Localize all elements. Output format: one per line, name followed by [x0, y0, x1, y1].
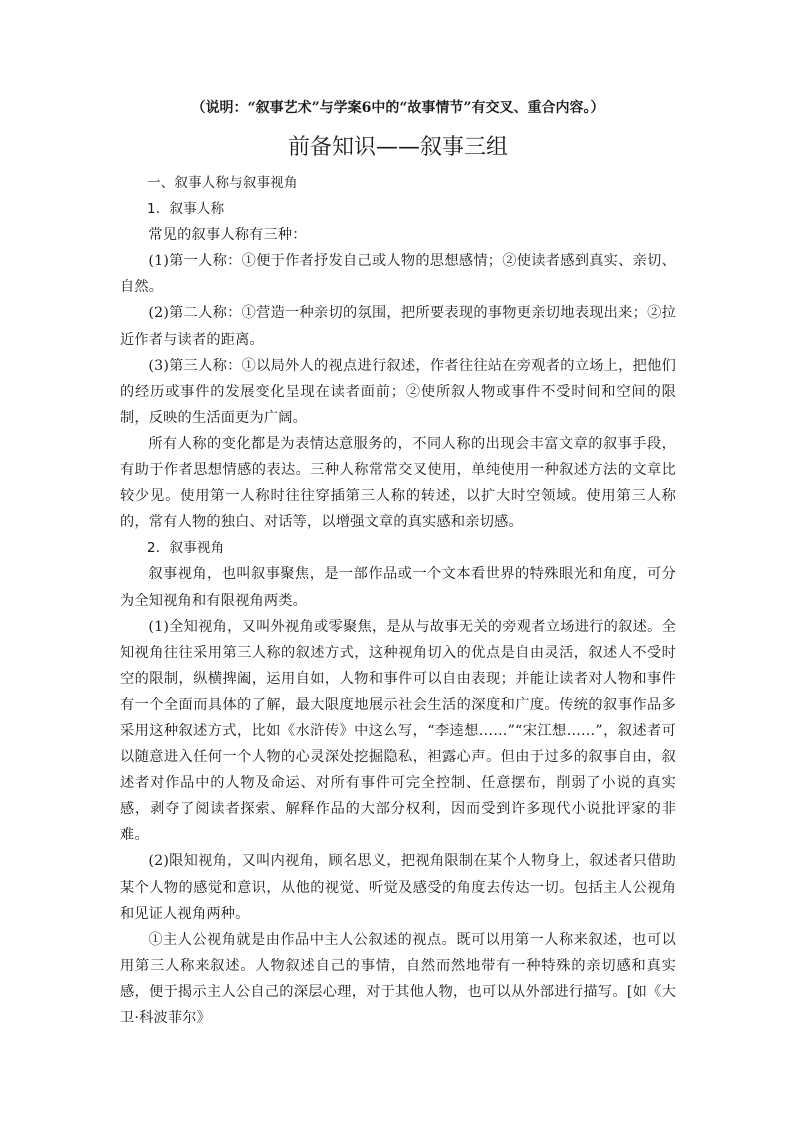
paragraph-person-summary: 所有人称的变化都是为表情达意服务的，不同人称的出现会丰富文章的叙事手段，有助于作者思想情感的表达。三种人称常常交叉使用，单纯使用一种叙述方法的文章比较少见。使用第一人称时往往穿插第三人称的转述，以扩大时空领域。使用第三人称的，常有人物的独白、对话等，以增强文章的真实感和亲切感。 — [120, 435, 676, 531]
paragraph-limited-perspective: (2)限知视角，又叫内视角，顾名思义，把视角限制在某个人物身上，叙述者只借助某个人物的感觉和意识，从他的视觉、听觉及感受的角度去传达一切。包括主人公视角和见证人视角两种。 — [120, 853, 676, 922]
subheading-narrative-perspective: 2．叙事视角 — [147, 540, 225, 557]
paragraph-protagonist-perspective: ①主人公视角就是由作品中主人公叙述的视点。既可以用第一人称来叙述，也可以用第三人称来叙述。人物叙述自己的事情，自然而然地带有一种特殊的亲切感和真实感，便于揭示主人公自己的深层心理，对于其他人物，也可以从外部进行描写。[如《大卫·科波菲尔》 — [120, 931, 676, 1026]
document-page — [120, 96, 676, 1031]
paragraph-intro: 常见的叙事人称有三种： — [148, 227, 307, 244]
subheading-narrative-person: 1．叙事人称 — [147, 201, 225, 218]
page-title: 前备知识——叙事三组 — [287, 135, 508, 160]
paragraph-perspective-definition: 叙事视角，也叫叙事聚焦，是一部作品或一个文本看世界的特殊眼光和角度，可分为全知视角和有限视角两类。 — [120, 566, 676, 609]
paragraph-first-person: (1)第一人称：①便于作者抒发自己或人物的思想感情；②使读者感到真实、亲切、自然。 — [120, 253, 676, 296]
paragraph-third-person: (3)第三人称：①以局外人的视点进行叙述，作者往往站在旁观者的立场上，把他们的经历或事件的发展变化呈现在读者面前；②使所叙人物或事件不受时间和空间的限制，反映的生活面更为广阔。 — [120, 357, 676, 426]
paragraph-omniscient-perspective: (1)全知视角，又叫外视角或零聚焦，是从与故事无关的旁观者立场进行的叙述。全知视角往往采用第三人称的叙述方式，这种视角切入的优点是自由灵活，叙述人不受时空的限制，纵横捭阖，运用自如，人物和事件可以自由表现；并能让读者对人物和事件有一个全面而具体的了解，最大限度地展示社会生活的深度和广度。传统的叙事作品多采用这种叙述方式，比如《水浒传》中这么写，“李逵想……”“宋江想……”，叙述者可以随意进入任何一个人物的心灵深处挖掘隐私，袒露心声。但由于过多的叙事自由，叙述者对作品中的人物及命运、对所有事件可完全控制、任意摆布，削弱了小说的真实感，剥夺了阅读者探索、解释作品的大部分权利，因而受到许多现代小说批评家的非难。 — [120, 618, 676, 844]
explanation-note: （说明：“叙事艺术”与学案6中的“故事情节”有交叉、重合内容。） — [191, 100, 605, 116]
paragraph-second-person: (2)第二人称：①营造一种亲切的氛围，把所要表现的事物更亲切地表现出来；②拉近作者与读者的距离。 — [120, 305, 676, 348]
section-heading-narrative-person-and-perspective: 一、叙事人称与叙事视角 — [147, 175, 298, 191]
